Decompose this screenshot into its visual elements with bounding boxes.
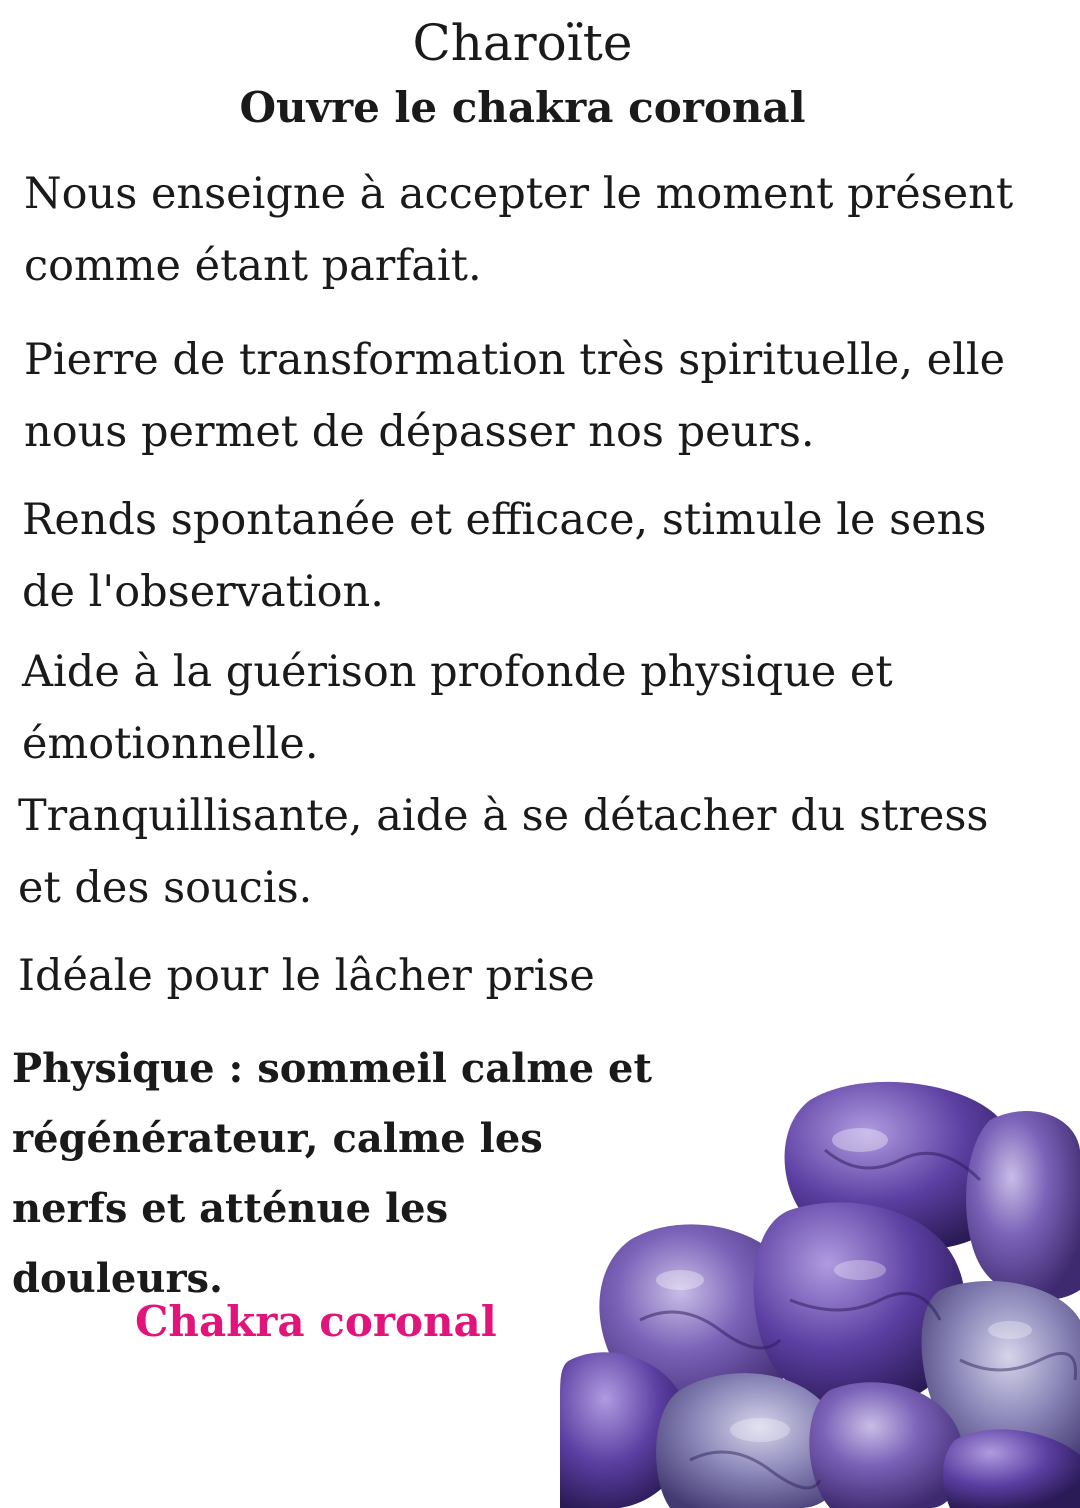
paragraph-transformation: Pierre de transformation très spirituelle, elle nous permet de dépasser nos peurs. [24,335,1006,457]
paragraph-spontaneite: Rends spontanée et efficace, stimule le sens de l'observation. [22,495,987,617]
physique-text: Physique : sommeil calme et régénérateur, calme les nerfs et atténue les douleurs. [12,1045,652,1302]
charoite-stones-image [560,1060,1080,1508]
stone-cluster [560,1082,1080,1508]
chakra-label: Chakra coronal [135,1297,497,1346]
paragraph-guerison: Aide à la guérison profonde physique et émotionnelle. [22,647,893,769]
paragraph-moment-present: Nous enseigne à accepter le moment présent comme étant parfait. [24,169,1014,291]
page-subtitle: Ouvre le chakra coronal [239,83,806,132]
paragraph-tranquillisante: Tranquillisante, aide à se détacher du stress et des soucis. [18,791,989,913]
paragraph-lacher-prise: Idéale pour le lâcher prise [18,951,595,1001]
page-title: Charoïte [412,14,633,72]
